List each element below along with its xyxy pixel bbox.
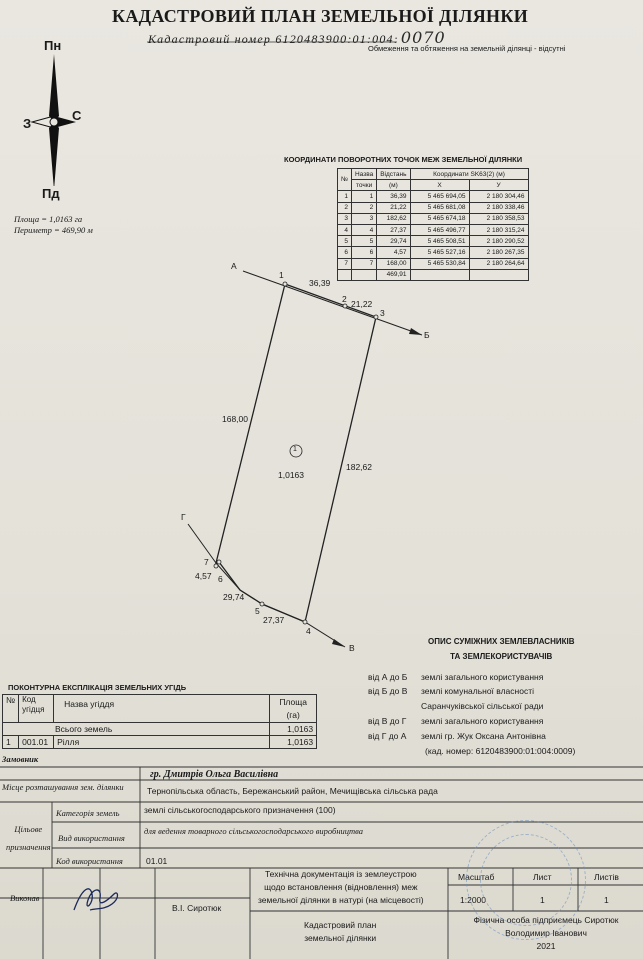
point-3-label: 3 <box>380 308 385 318</box>
coords-y: 2 180 290,52 <box>469 236 528 247</box>
coords-header-num: № <box>338 169 352 191</box>
explication-header-num: № <box>3 695 19 723</box>
neighbor-from: від Г до А <box>368 731 407 741</box>
coords-x: 5 465 508,51 <box>410 236 469 247</box>
restrictions-note: Обмеження та обтяження на земельній ділянці - відсутні <box>368 44 566 53</box>
explication-table <box>2 694 317 749</box>
plan-name-line1: Кадастровий план <box>304 920 377 930</box>
plan-name <box>304 919 376 945</box>
coords-num: 2 <box>338 202 352 213</box>
category-value: землі сільськогосподарського призначення (100) <box>144 805 336 815</box>
coords-distance: 182,62 <box>377 213 410 224</box>
coords-header-name2: точки <box>351 180 376 191</box>
neighbors-title <box>428 634 575 664</box>
plan-name-line2: земельної ділянки <box>304 933 377 943</box>
coords-y: 2 180 264,64 <box>469 258 528 269</box>
coords-point: 2 <box>351 202 376 213</box>
coords-x: 5 465 674,18 <box>410 213 469 224</box>
document-type-line1: Технічна документація із землеустрою <box>264 869 417 879</box>
distance-6-7: 4,57 <box>195 571 212 581</box>
distance-2-3: 21,22 <box>351 299 373 309</box>
area-value: Площа = 1,0163 га <box>14 214 83 224</box>
owner-label: Замовник <box>2 754 39 764</box>
coords-distance: 4,57 <box>377 247 410 258</box>
letter-a: А <box>231 261 237 271</box>
coords-point: 6 <box>351 247 376 258</box>
coords-num: 4 <box>338 224 352 235</box>
point-5-label: 5 <box>255 606 260 616</box>
coords-x: 5 465 530,84 <box>410 258 469 269</box>
neighbor-desc: землі загального користування <box>421 716 544 726</box>
parcel-area-label: 1,0163 <box>278 470 304 480</box>
explication-num: 1 <box>3 736 19 749</box>
coords-x: 5 465 527,16 <box>410 247 469 258</box>
explication-title: ПОКОНТУРНА ЕКСПЛІКАЦІЯ ЗЕМЕЛЬНИХ УГІДЬ <box>8 683 187 692</box>
use-label: Вид використання <box>58 833 125 843</box>
point-2-label: 2 <box>342 294 347 304</box>
coords-num: 7 <box>338 258 352 269</box>
coords-total: 469,91 <box>377 269 410 280</box>
purpose-label <box>6 820 51 856</box>
letter-g: Г <box>181 512 186 522</box>
neighbor-from: від В до Г <box>368 716 407 726</box>
coords-num: 1 <box>338 191 352 202</box>
coords-point: 7 <box>351 258 376 269</box>
coords-num: 5 <box>338 236 352 247</box>
cadastral-number-handwritten: 0070 <box>400 28 446 47</box>
compass-south-label: Пд <box>42 186 60 201</box>
coords-y: 2 180 358,53 <box>469 213 528 224</box>
explication-total-label: Всього земель <box>3 723 270 736</box>
coords-header-y: У <box>469 180 528 191</box>
neighbor-from: від Б до В <box>368 686 408 696</box>
distance-5-6: 29,74 <box>223 592 245 602</box>
document-type <box>258 868 424 907</box>
compass-west-label: З <box>23 116 32 131</box>
distance-1-2: 36,39 <box>309 278 331 288</box>
table-row <box>3 736 317 749</box>
sheets-value: 1 <box>604 895 609 905</box>
point-6-label: 6 <box>218 574 223 584</box>
coords-header-dist2: (м) <box>377 180 410 191</box>
company-year: 2021 <box>536 941 556 951</box>
coords-point: 1 <box>351 191 376 202</box>
explication-code: 001.01 <box>19 736 54 749</box>
coords-y: 2 180 338,46 <box>469 202 528 213</box>
coords-table-title: КООРДИНАТИ ПОВОРОТНИХ ТОЧОК МЕЖ ЗЕМЕЛЬНОЇ ДІЛЯНКИ <box>284 155 523 164</box>
executor-label: Виконав <box>10 893 40 903</box>
explication-header-code1: Код <box>22 695 36 704</box>
neighbor-desc: (кад. номер: 6120483900:01:004:0009) <box>425 746 576 756</box>
use-value: для ведення товарного сільськогосподарського виробництва <box>144 826 364 836</box>
explication-area: 1,0163 <box>270 736 317 749</box>
explication-header-area2: (га) <box>286 709 300 720</box>
coords-x: 5 465 496,77 <box>410 224 469 235</box>
explication-header-code <box>19 695 54 723</box>
point-1-label: 1 <box>279 270 284 280</box>
owner-value: гр. Дмитрів Ольга Василівна <box>150 769 279 780</box>
category-label: Категорія земель <box>56 808 120 818</box>
coords-header-name1: Назва <box>351 169 376 180</box>
neighbors-title-line2: ТА ЗЕМЛЕКОРИСТУВАЧІВ <box>450 652 553 661</box>
explication-name: Рілля <box>54 736 270 749</box>
coords-point: 3 <box>351 213 376 224</box>
coords-point: 4 <box>351 224 376 235</box>
coords-distance: 168,00 <box>377 258 410 269</box>
coords-distance: 21,22 <box>377 202 410 213</box>
coords-y: 2 180 315,24 <box>469 224 528 235</box>
location-label: Місце розташування зем. ділянки <box>2 782 124 792</box>
letter-b: Б <box>424 330 430 340</box>
official-stamp-inner-icon <box>480 834 572 926</box>
coords-header-dist1: Відстань <box>377 169 410 180</box>
code-value: 01.01 <box>146 856 168 866</box>
company-name-line1: Фізична особа підприємець Сиротюк <box>473 915 619 925</box>
signature-icon <box>68 880 128 920</box>
location-value: Тернопільська область, Бережанський район, Мечищівська сільська рада <box>147 786 438 796</box>
neighbor-desc: землі комунальної власності <box>421 686 534 696</box>
point-7-label: 7 <box>204 557 209 567</box>
neighbor-desc: Саранчуківської сільської ради <box>421 701 544 711</box>
executor-name: В.І. Сиротюк <box>172 903 222 913</box>
purpose-label-line1: Цільове <box>14 824 43 834</box>
sheets-label: Листів <box>594 872 619 882</box>
coords-header-x: X <box>410 180 469 191</box>
company-name-line2: Володимир Іванович <box>505 928 587 938</box>
compass-east-label: С <box>72 108 82 123</box>
coords-point: 5 <box>351 236 376 247</box>
neighbor-from: від А до Б <box>368 672 408 682</box>
neighbor-desc: землі гр. Жук Оксана Антонівна <box>421 731 546 741</box>
coords-distance: 36,39 <box>377 191 410 202</box>
coords-y: 2 180 304,46 <box>469 191 528 202</box>
coords-distance: 29,74 <box>377 236 410 247</box>
coords-x: 5 465 681,08 <box>410 202 469 213</box>
sheet-label: Лист <box>533 872 552 882</box>
coords-x: 5 465 694,05 <box>410 191 469 202</box>
coords-y: 2 180 267,35 <box>469 247 528 258</box>
document-type-line3: земельної ділянки в натурі (на місцевості) <box>258 895 424 905</box>
purpose-label-line2: призначення <box>6 842 51 852</box>
perimeter-value: Периметр = 469,90 м <box>14 225 93 235</box>
document-type-line2: щодо встановлення (відновлення) меж <box>264 882 418 892</box>
compass-north-label: Пн <box>44 38 62 53</box>
document-title: КАДАСТРОВИЙ ПЛАН ЗЕМЕЛЬНОЇ ДІЛЯНКИ <box>112 6 528 26</box>
coords-num: 3 <box>338 213 352 224</box>
parcel-number: 1 <box>293 446 297 453</box>
neighbors-title-line1: ОПИС СУМІЖНИХ ЗЕМЛЕВЛАСНИКІВ <box>428 637 575 646</box>
explication-header-area1: Площа <box>279 696 307 707</box>
code-label: Код використання <box>56 856 123 866</box>
explication-header-code2: угідця <box>22 705 45 714</box>
explication-header-area <box>270 695 317 723</box>
scale-label: Масштаб <box>458 872 495 882</box>
distance-4-5: 27,37 <box>263 615 285 625</box>
explication-header-name: Назва угіддя <box>54 695 270 723</box>
point-4-label: 4 <box>306 626 311 636</box>
distance-7-1: 168,00 <box>222 414 248 424</box>
scale-value: 1:2000 <box>460 895 486 905</box>
explication-total-area: 1,0163 <box>270 723 317 736</box>
neighbor-desc: землі загального користування <box>421 672 544 682</box>
coords-distance: 27,37 <box>377 224 410 235</box>
letter-v: В <box>349 643 355 653</box>
cadastral-number-prefix: Кадастровий номер 6120483900:01:004: <box>148 32 399 46</box>
coords-num: 6 <box>338 247 352 258</box>
sheet-value: 1 <box>540 895 545 905</box>
distance-3-4: 182,62 <box>346 462 372 472</box>
coords-header-coords: Координати SK63(2) (м) <box>410 169 528 180</box>
